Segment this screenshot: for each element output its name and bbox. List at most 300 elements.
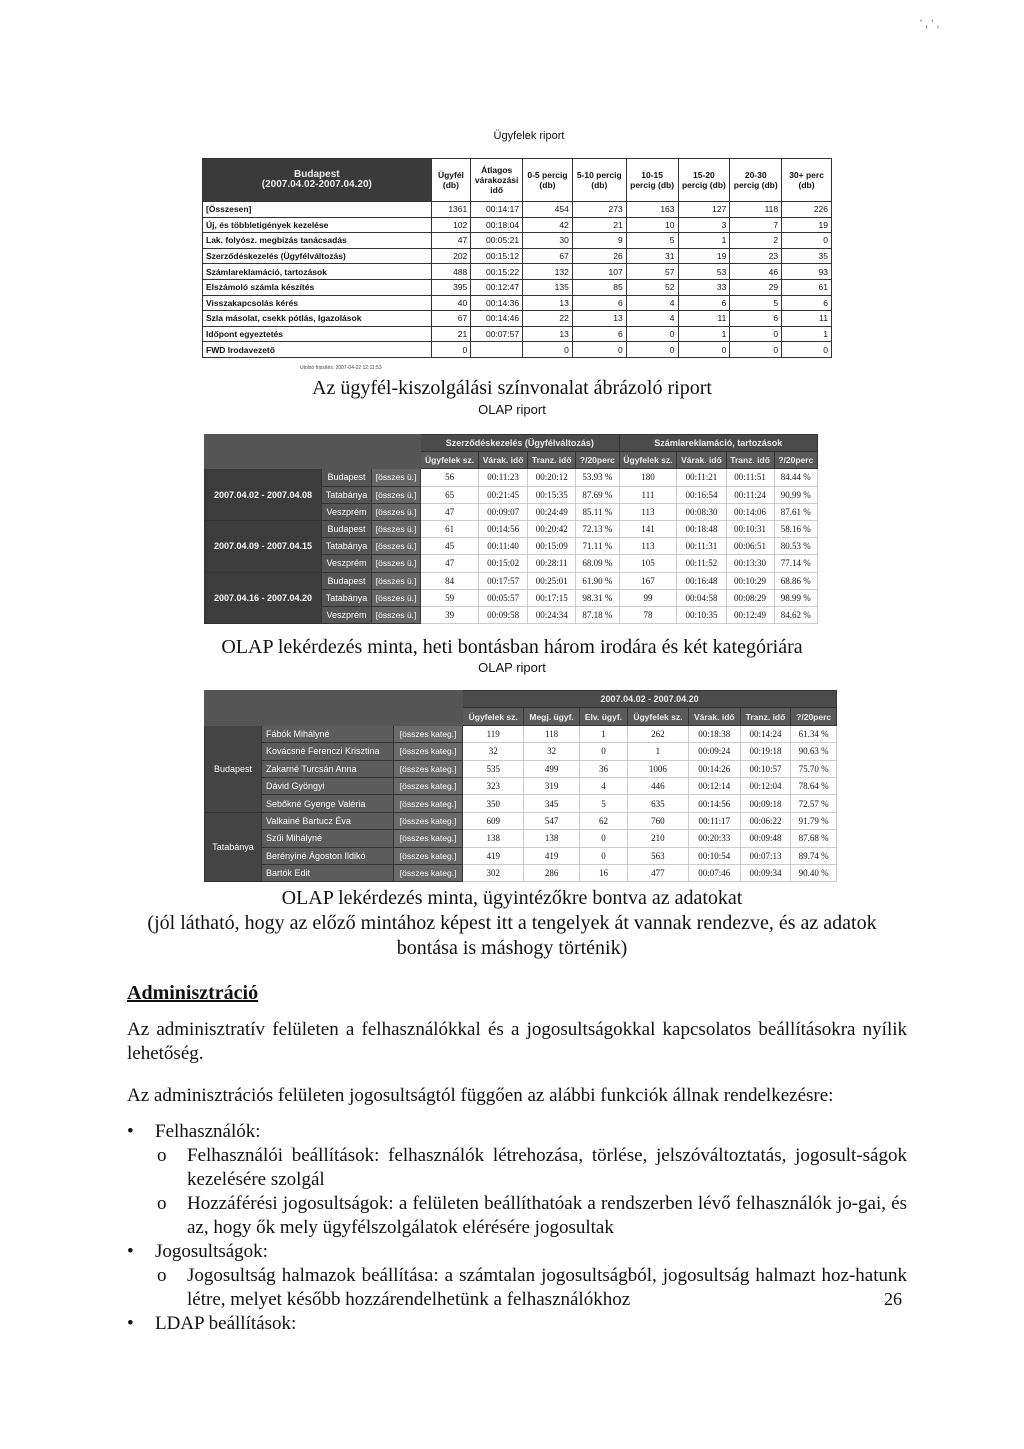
report3-sub-header: Megj. ügyf. bbox=[524, 708, 580, 725]
report3-name: Sebőkné Gyenge Valéria bbox=[262, 795, 394, 812]
report3-cell: 319 bbox=[524, 777, 580, 794]
report2-cell: 00:24:34 bbox=[528, 606, 576, 623]
report2-cell: 113 bbox=[619, 503, 677, 520]
report2-cell: 68.09 % bbox=[576, 555, 619, 572]
report1-cell: 6 bbox=[782, 295, 832, 311]
report2-cell: 00:25:01 bbox=[528, 572, 576, 589]
report3-category: [összes kateg.] bbox=[394, 795, 463, 812]
report2-cell: 00:11:23 bbox=[479, 469, 528, 486]
report2-row bbox=[205, 572, 818, 589]
report3-row bbox=[205, 830, 837, 847]
report2-cell: 00:20:12 bbox=[528, 469, 576, 486]
report1-cell: 0 bbox=[730, 326, 782, 342]
report1-cell: 6 bbox=[678, 295, 730, 311]
report2-city: Veszprém bbox=[322, 606, 372, 623]
report1-row bbox=[203, 202, 832, 218]
report2-category: [összes ü.] bbox=[372, 572, 421, 589]
report1-col: 10-15 percig (db) bbox=[626, 159, 678, 202]
report2-cell: 00:08:29 bbox=[726, 589, 774, 606]
report2-cell: 98.31 % bbox=[576, 589, 619, 606]
report3-cell: 286 bbox=[524, 864, 580, 881]
report2-cell: 00:09:07 bbox=[479, 503, 528, 520]
report2-row bbox=[205, 469, 818, 486]
report1-cell: 0 bbox=[572, 342, 626, 358]
report3-name: Zakarné Turcsán Anna bbox=[262, 760, 394, 777]
report2-cell: 77.14 % bbox=[774, 555, 817, 572]
report3-cell: 78.64 % bbox=[791, 777, 837, 794]
report3-period: 2007.04.02 - 2007.04.20 bbox=[463, 691, 837, 708]
report1-cell: 1 bbox=[678, 326, 730, 342]
report2-cell: 113 bbox=[619, 538, 677, 555]
report2-cell: 00:13:30 bbox=[726, 555, 774, 572]
report1-cell: 0 bbox=[678, 342, 730, 358]
report1-table bbox=[202, 158, 832, 358]
report1-row bbox=[203, 311, 832, 327]
report3-sub-header: Tranz. idő bbox=[740, 708, 791, 725]
report2-cell: 68.86 % bbox=[774, 572, 817, 589]
report3-sub-row bbox=[205, 708, 837, 725]
report1-cell: 1 bbox=[782, 326, 832, 342]
report2-city: Budapest bbox=[322, 469, 372, 486]
report1-cell: 00:15:12 bbox=[471, 248, 523, 264]
report2-cell: 00:20:42 bbox=[528, 520, 576, 537]
section-heading: Adminisztráció bbox=[127, 982, 259, 1004]
report1-cell: 0 bbox=[431, 342, 471, 358]
report1-cell: 5 bbox=[626, 233, 678, 249]
report2-cell: 71.11 % bbox=[576, 538, 619, 555]
report1-cell: 6 bbox=[572, 295, 626, 311]
report2-category: [összes ü.] bbox=[372, 520, 421, 537]
sub-bullet-item bbox=[127, 1144, 907, 1192]
report2-cell: 00:17:57 bbox=[479, 572, 528, 589]
report1-cell: 67 bbox=[431, 311, 471, 327]
report3-period-row bbox=[205, 691, 837, 708]
report3-sub-header: ?/20perc bbox=[791, 708, 837, 725]
report3-sub-header: Elv. ügyf. bbox=[579, 708, 627, 725]
report1-cell: 40 bbox=[431, 295, 471, 311]
report1-cell: 30 bbox=[523, 233, 573, 249]
report2-cell: 00:14:06 bbox=[726, 503, 774, 520]
report2-category: [összes ü.] bbox=[372, 503, 421, 520]
report1-col: 5-10 percig (db) bbox=[572, 159, 626, 202]
report1-cell: 6 bbox=[572, 326, 626, 342]
report3-cell: 00:07:13 bbox=[740, 847, 791, 864]
report3-cell: 00:10:54 bbox=[688, 847, 740, 864]
report2-cell: 87.69 % bbox=[576, 486, 619, 503]
report3-cell: 00:09:18 bbox=[740, 795, 791, 812]
report2-cell: 90.99 % bbox=[774, 486, 817, 503]
report3-cell: 00:20:33 bbox=[688, 830, 740, 847]
report1-row-label: Számlareklamáció, tartozások bbox=[203, 264, 432, 280]
report3-cell: 00:19:18 bbox=[740, 743, 791, 760]
report3-cell: 00:12:14 bbox=[688, 777, 740, 794]
report2-cell: 84.62 % bbox=[774, 606, 817, 623]
report2-cell: 47 bbox=[421, 555, 479, 572]
report1-cell: 9 bbox=[572, 233, 626, 249]
report2-cell: 105 bbox=[619, 555, 677, 572]
report3-cell: 138 bbox=[524, 830, 580, 847]
report1-col: Ügyfél (db) bbox=[431, 159, 471, 202]
bullet-dot-icon: • bbox=[127, 1241, 134, 1262]
report3-cell: 5 bbox=[579, 795, 627, 812]
report2-cell: 00:08:30 bbox=[677, 503, 726, 520]
report1-col: 15-20 percig (db) bbox=[678, 159, 730, 202]
page-number: 26 bbox=[884, 1289, 902, 1309]
report3-cell: 1006 bbox=[627, 760, 688, 777]
report1-cell: 61 bbox=[782, 279, 832, 295]
report3-cell: 90.40 % bbox=[791, 864, 837, 881]
report3-cell: 75.70 % bbox=[791, 760, 837, 777]
bullet-label: Jogosultságok: bbox=[155, 1241, 268, 1262]
report1-cell: 6 bbox=[730, 311, 782, 327]
sub-bullet-text: Hozzáférési jogosultságok: a felületen beállíthatóak a rendszerben lévő felhasználók jo-gai, és az, hogy ők mely ügyfélszolgálatok elérésére jogosultak bbox=[187, 1193, 907, 1238]
report2-cell: 00:14:56 bbox=[479, 520, 528, 537]
report3-cell: 87.68 % bbox=[791, 830, 837, 847]
report3-cell: 350 bbox=[463, 795, 524, 812]
report3-cell: 91.79 % bbox=[791, 812, 837, 829]
report3-cell: 90.63 % bbox=[791, 743, 837, 760]
report3-sub-header: Ügyfelek sz. bbox=[627, 708, 688, 725]
report2-cell: 00:11:31 bbox=[677, 538, 726, 555]
report1-row bbox=[203, 264, 832, 280]
report2-cell: 58.16 % bbox=[774, 520, 817, 537]
sub-bullet-circle-icon: o bbox=[157, 1145, 167, 1166]
report3-cell: 00:18:38 bbox=[688, 725, 740, 742]
report1-cell: 35 bbox=[782, 248, 832, 264]
report1-cell: 0 bbox=[626, 326, 678, 342]
report2-cell: 99 bbox=[619, 589, 677, 606]
report1-cell: 31 bbox=[626, 248, 678, 264]
sub-bullet-text: Felhasználói beállítások: felhasználók létrehozása, törlése, jelszóváltoztatás, jogosult-ságok kezelésére szolgál bbox=[187, 1145, 907, 1190]
report2-cell: 53.93 % bbox=[576, 469, 619, 486]
sub-bullet-circle-icon: o bbox=[157, 1265, 167, 1286]
report2-sub-header: ?/20perc bbox=[774, 452, 817, 469]
report3-cell: 119 bbox=[463, 725, 524, 742]
report2-cell: 141 bbox=[619, 520, 677, 537]
report1-cell: 22 bbox=[523, 311, 573, 327]
corner-marks: ' , ' , bbox=[920, 18, 940, 30]
report3-city: Tatabánya bbox=[205, 812, 262, 882]
report2-cell: 00:11:24 bbox=[726, 486, 774, 503]
report2-cell: 84 bbox=[421, 572, 479, 589]
report1-cell: 135 bbox=[523, 279, 573, 295]
bullet-dot-icon: • bbox=[127, 1121, 134, 1142]
report2-city: Veszprém bbox=[322, 555, 372, 572]
report2-cell: 00:16:54 bbox=[677, 486, 726, 503]
report3-cell: 345 bbox=[524, 795, 580, 812]
report3-cell: 323 bbox=[463, 777, 524, 794]
report3-category: [összes kateg.] bbox=[394, 847, 463, 864]
report3-category: [összes kateg.] bbox=[394, 743, 463, 760]
report1-subcaption: OLAP riport bbox=[478, 402, 546, 417]
report1-cell: 102 bbox=[431, 217, 471, 233]
report2-category: [összes ü.] bbox=[372, 589, 421, 606]
report3-cell: 1 bbox=[627, 743, 688, 760]
report1-cell: 127 bbox=[678, 202, 730, 218]
report1-row-label: FWD Irodavezető bbox=[203, 342, 432, 358]
report1-cell: 46 bbox=[730, 264, 782, 280]
report1-row-label: Időpont egyeztetés bbox=[203, 326, 432, 342]
report3-cell: 138 bbox=[463, 830, 524, 847]
sub-bullet-item bbox=[127, 1264, 907, 1312]
report1-cell: 00:18:04 bbox=[471, 217, 523, 233]
report1-cell: 0 bbox=[782, 342, 832, 358]
report1-row bbox=[203, 233, 832, 249]
report2-cell: 98.99 % bbox=[774, 589, 817, 606]
report2-cell: 00:16:48 bbox=[677, 572, 726, 589]
report2-cell: 00:11:21 bbox=[677, 469, 726, 486]
report3-cell: 00:12:04 bbox=[740, 777, 791, 794]
report2-cell: 39 bbox=[421, 606, 479, 623]
report3-cell: 547 bbox=[524, 812, 580, 829]
report1-footnote: Utolsó frissítés: 2007-04-22 12:11:53 bbox=[300, 365, 382, 371]
report3-category: [összes kateg.] bbox=[394, 812, 463, 829]
report1-cell: 53 bbox=[678, 264, 730, 280]
report1-cell: 488 bbox=[431, 264, 471, 280]
report2-city: Tatabánya bbox=[322, 486, 372, 503]
report2-period: 2007.04.16 - 2007.04.20 bbox=[205, 572, 322, 624]
report3-cell: 00:09:48 bbox=[740, 830, 791, 847]
section-paragraph-2: Az adminisztrációs felületen jogosultságtól függően az alábbi funkciók állnak rendelkezésre: bbox=[127, 1085, 834, 1106]
report1-cell: 0 bbox=[782, 233, 832, 249]
report3-sub-header: Várak. idő bbox=[688, 708, 740, 725]
report1-cell: 0 bbox=[730, 342, 782, 358]
report3-corner bbox=[205, 691, 463, 708]
report3-cell: 61.34 % bbox=[791, 725, 837, 742]
report2-cell: 85.11 % bbox=[576, 503, 619, 520]
report1-cell: 00:15:22 bbox=[471, 264, 523, 280]
report2-cell: 87.18 % bbox=[576, 606, 619, 623]
report1-row bbox=[203, 279, 832, 295]
report2-caption: OLAP lekérdezés minta, heti bontásban három irodára és két kategóriára bbox=[221, 636, 803, 658]
report2-cell: 167 bbox=[619, 572, 677, 589]
report1-cell: 13 bbox=[523, 295, 573, 311]
report3-cell: 16 bbox=[579, 864, 627, 881]
report2-category: [összes ü.] bbox=[372, 469, 421, 486]
report3-row bbox=[205, 743, 837, 760]
bullet-dot-icon: • bbox=[127, 1313, 134, 1334]
report2-cell: 00:15:02 bbox=[479, 555, 528, 572]
report1-cell bbox=[471, 342, 523, 358]
report2-city: Veszprém bbox=[322, 503, 372, 520]
report3-row bbox=[205, 847, 837, 864]
report2-group2: Számlareklamáció, tartozások bbox=[619, 435, 817, 452]
report2-sub-header: ?/20perc bbox=[576, 452, 619, 469]
report1-cell: 00:14:17 bbox=[471, 202, 523, 218]
report2-city: Budapest bbox=[322, 572, 372, 589]
report3-caption-line3: bontása is máshogy történik) bbox=[396, 937, 628, 959]
report2-cell: 84.44 % bbox=[774, 469, 817, 486]
report2-sub-header: Ügyfelek sz. bbox=[421, 452, 479, 469]
report3-cell: 477 bbox=[627, 864, 688, 881]
report2-cell: 00:04:58 bbox=[677, 589, 726, 606]
report3-cell: 72.57 % bbox=[791, 795, 837, 812]
report3-cell: 262 bbox=[627, 725, 688, 742]
report2-sub-header: Tranz. idő bbox=[528, 452, 576, 469]
report2-cell: 65 bbox=[421, 486, 479, 503]
report1-cell: 1361 bbox=[431, 202, 471, 218]
report3-city: Budapest bbox=[205, 725, 262, 812]
report3-table bbox=[204, 690, 837, 882]
report3-category: [összes kateg.] bbox=[394, 725, 463, 742]
report3-row bbox=[205, 795, 837, 812]
report2-cell: 00:17:15 bbox=[528, 589, 576, 606]
report3-name: Kovácsné Ferenczi Krisztina bbox=[262, 743, 394, 760]
report3-cell: 1 bbox=[579, 725, 627, 742]
report2-category: [összes ü.] bbox=[372, 538, 421, 555]
report1-row bbox=[203, 217, 832, 233]
report3-cell: 62 bbox=[579, 812, 627, 829]
report3-row bbox=[205, 725, 837, 742]
report3-category: [összes kateg.] bbox=[394, 830, 463, 847]
report3-name: Bartók Edit bbox=[262, 864, 394, 881]
report1-cell: 13 bbox=[572, 311, 626, 327]
report2-cell: 180 bbox=[619, 469, 677, 486]
report1-cell: 454 bbox=[523, 202, 573, 218]
bullet-item bbox=[127, 1120, 907, 1144]
report3-cell: 00:09:34 bbox=[740, 864, 791, 881]
report1-cell: 4 bbox=[626, 295, 678, 311]
report1-cell: 10 bbox=[626, 217, 678, 233]
report2-city: Budapest bbox=[322, 520, 372, 537]
report3-name: Valkainé Bartucz Éva bbox=[262, 812, 394, 829]
report1-cell: 19 bbox=[782, 217, 832, 233]
report2-cell: 59 bbox=[421, 589, 479, 606]
report1-cell: 0 bbox=[523, 342, 573, 358]
report1-row bbox=[203, 295, 832, 311]
report1-cell: 132 bbox=[523, 264, 573, 280]
report1-cell: 3 bbox=[678, 217, 730, 233]
report1-caption: Az ügyfél-kiszolgálási színvonalat ábrázoló riport bbox=[312, 377, 712, 399]
report1-cell: 273 bbox=[572, 202, 626, 218]
report3-cell: 00:10:57 bbox=[740, 760, 791, 777]
report1-cell: 00:14:46 bbox=[471, 311, 523, 327]
report2-cell: 111 bbox=[619, 486, 677, 503]
report2-cell: 72.13 % bbox=[576, 520, 619, 537]
report2-sub-header: Ügyfelek sz. bbox=[619, 452, 677, 469]
report2-sub-header: Tranz. idő bbox=[726, 452, 774, 469]
report3-caption-line2: (jól látható, hogy az előző mintához képest itt a tengelyek át vannak rendezve, és az adatok bbox=[147, 912, 877, 934]
report3-category: [összes kateg.] bbox=[394, 760, 463, 777]
report2-corner bbox=[205, 435, 421, 452]
report2-cell: 61.90 % bbox=[576, 572, 619, 589]
report2-sub-row bbox=[205, 452, 818, 469]
report3-cell: 535 bbox=[463, 760, 524, 777]
report1-row-label: Szerződéskezelés (Ügyfélváltozás) bbox=[203, 248, 432, 264]
report1-cell: 118 bbox=[730, 202, 782, 218]
report2-cell: 80.53 % bbox=[774, 538, 817, 555]
report3-cell: 118 bbox=[524, 725, 580, 742]
report2-cell: 00:05:57 bbox=[479, 589, 528, 606]
report3-cell: 635 bbox=[627, 795, 688, 812]
report3-cell: 499 bbox=[524, 760, 580, 777]
report1-row-label: Szla másolat, csekk pótlás, Igazolások bbox=[203, 311, 432, 327]
report1-cell: 1 bbox=[678, 233, 730, 249]
sub-bullet-circle-icon: o bbox=[157, 1193, 167, 1214]
report1-cell: 00:07:57 bbox=[471, 326, 523, 342]
report1-cell: 21 bbox=[431, 326, 471, 342]
report2-cell: 56 bbox=[421, 469, 479, 486]
report2-cell: 00:11:40 bbox=[479, 538, 528, 555]
sub-bullet-text: Jogosultság halmazok beállítása: a számtalan jogosultságból, jogosultság halmazt hoz-hatunk létre, melyet később hozzárendelhetünk a felhasználókhoz bbox=[187, 1265, 907, 1310]
report3-row bbox=[205, 777, 837, 794]
report3-sub-header: Ügyfelek sz. bbox=[463, 708, 524, 725]
report2-cell: 00:12:49 bbox=[726, 606, 774, 623]
report2-cell: 45 bbox=[421, 538, 479, 555]
report2-cell: 00:28:11 bbox=[528, 555, 576, 572]
report2-group-row bbox=[205, 435, 818, 452]
report3-cell: 609 bbox=[463, 812, 524, 829]
report2-cell: 00:11:51 bbox=[726, 469, 774, 486]
report2-period: 2007.04.09 - 2007.04.15 bbox=[205, 520, 322, 572]
report3-cell: 00:14:24 bbox=[740, 725, 791, 742]
report3-row bbox=[205, 760, 837, 777]
report1-cell: 00:14:36 bbox=[471, 295, 523, 311]
bullet-item bbox=[127, 1240, 907, 1264]
report2-cell: 00:10:31 bbox=[726, 520, 774, 537]
section-paragraph-1: Az adminisztratív felületen a felhasználókkal és a jogosultságokkal kapcsolatos beállításokra nyílik lehetőség. bbox=[127, 1019, 907, 1064]
report2-subcaption: OLAP riport bbox=[478, 660, 546, 675]
report3-cell: 419 bbox=[524, 847, 580, 864]
report1-col: 20-30 percig (db) bbox=[730, 159, 782, 202]
report1-cell: 85 bbox=[572, 279, 626, 295]
report2-table bbox=[204, 434, 818, 624]
report1-cell: 52 bbox=[626, 279, 678, 295]
report3-cell: 32 bbox=[463, 743, 524, 760]
report2-cell: 00:11:52 bbox=[677, 555, 726, 572]
report3-cell: 00:09:24 bbox=[688, 743, 740, 760]
report2-period: 2007.04.02 - 2007.04.08 bbox=[205, 469, 322, 521]
report1-cell: 23 bbox=[730, 248, 782, 264]
report1-cell: 00:05:21 bbox=[471, 233, 523, 249]
report1-title: Ügyfelek riport bbox=[493, 130, 565, 142]
report1-cell: 202 bbox=[431, 248, 471, 264]
report3-cell: 760 bbox=[627, 812, 688, 829]
report1-cell: 395 bbox=[431, 279, 471, 295]
report1-col: Átlagos várakozási idő bbox=[471, 159, 523, 202]
report3-category: [összes kateg.] bbox=[394, 777, 463, 794]
report1-row bbox=[203, 342, 832, 358]
report3-cell: 00:07:46 bbox=[688, 864, 740, 881]
report1-header-label: Budapest (2007.04.02-2007.04.20) bbox=[203, 159, 432, 202]
report1-row-label: Visszakapcsolás kérés bbox=[203, 295, 432, 311]
report1-cell: 4 bbox=[626, 311, 678, 327]
report1-cell: 163 bbox=[626, 202, 678, 218]
bullet-list bbox=[127, 1120, 907, 1336]
report3-corner bbox=[205, 708, 463, 725]
bullet-item bbox=[127, 1312, 907, 1336]
report1-cell: 33 bbox=[678, 279, 730, 295]
report2-cell: 00:06:51 bbox=[726, 538, 774, 555]
report1-cell: 57 bbox=[626, 264, 678, 280]
sub-bullet-item bbox=[127, 1192, 907, 1240]
report1-cell: 19 bbox=[678, 248, 730, 264]
report2-row bbox=[205, 520, 818, 537]
report3-name: Fábók Mihályné bbox=[262, 725, 394, 742]
report2-cell: 00:24:49 bbox=[528, 503, 576, 520]
report1-row-label: Elszámoló számla készítés bbox=[203, 279, 432, 295]
report2-cell: 78 bbox=[619, 606, 677, 623]
report2-cell: 87.61 % bbox=[774, 503, 817, 520]
report1-cell: 26 bbox=[572, 248, 626, 264]
report3-cell: 00:06:22 bbox=[740, 812, 791, 829]
report3-cell: 36 bbox=[579, 760, 627, 777]
report2-corner bbox=[205, 452, 421, 469]
report2-group1: Szerződéskezelés (Ügyfélváltozás) bbox=[421, 435, 619, 452]
report3-cell: 00:11:17 bbox=[688, 812, 740, 829]
report1-cell: 7 bbox=[730, 217, 782, 233]
report3-cell: 89.74 % bbox=[791, 847, 837, 864]
